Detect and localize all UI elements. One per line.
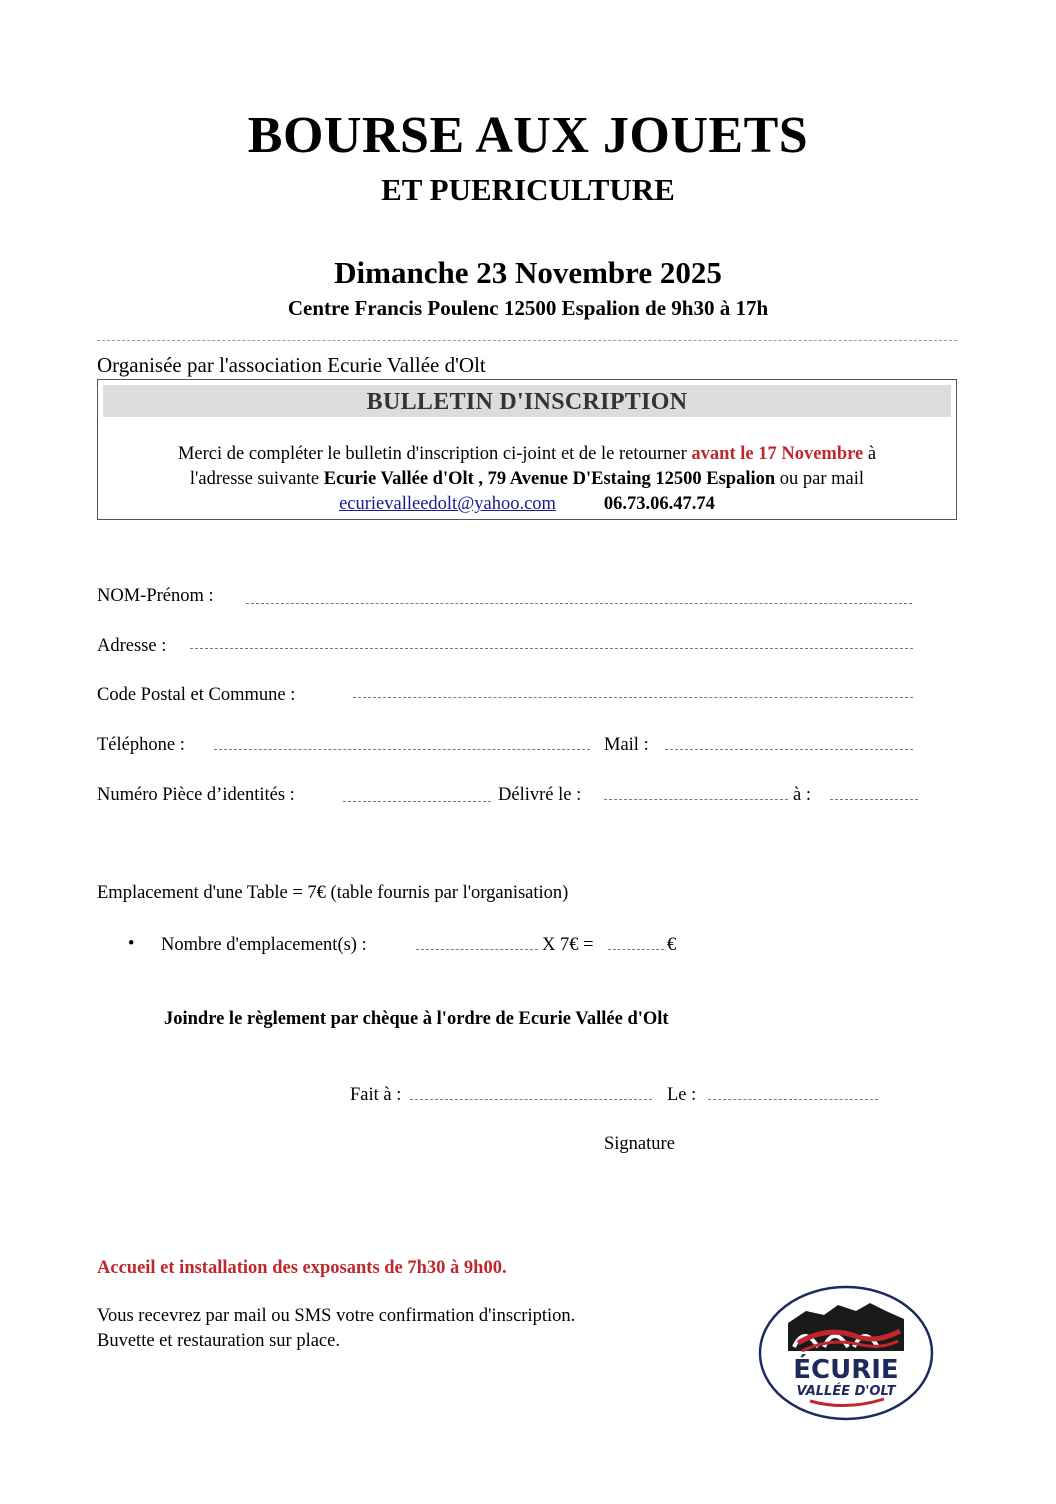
id-field[interactable]	[343, 801, 491, 802]
count-field[interactable]	[416, 949, 538, 950]
bullet-icon: •	[128, 934, 135, 954]
address-field[interactable]	[190, 648, 913, 649]
multiplier-text: X 7€ =	[542, 935, 594, 955]
email-link[interactable]: ecurievalleedolt@yahoo.com	[339, 494, 556, 514]
event-date: Dimanche 23 Novembre 2025	[334, 255, 722, 290]
currency-symbol: €	[667, 935, 677, 955]
mail-label: Mail :	[604, 735, 649, 755]
delivered-field[interactable]	[604, 799, 788, 800]
name-label: NOM-Prénom :	[97, 586, 214, 606]
event-venue: Centre Francis Poulenc 12500 Espalion de 9h30 à 17h	[287, 296, 769, 320]
count-label: Nombre d'emplacement(s) :	[161, 935, 367, 955]
payment-instruction: Joindre le règlement par chèque à l'ordre de Ecurie Vallée d'Olt	[164, 1009, 669, 1029]
bulletin-instructions	[103, 442, 951, 517]
phone-label: Téléphone :	[97, 735, 185, 755]
bulletin-box	[97, 379, 957, 520]
instruction-text: à	[863, 444, 877, 464]
phone-field[interactable]	[214, 749, 590, 750]
delivered-label: Délivré le :	[498, 785, 582, 805]
name-field[interactable]	[246, 603, 912, 604]
organizer-text: Organisée par l'association Ecurie Vallée d'Olt	[97, 353, 486, 377]
refreshments-text: Buvette et restauration sur place.	[97, 1331, 340, 1351]
header-divider	[97, 340, 957, 341]
confirmation-text: Vous recevrez par mail ou SMS votre confirmation d'inscription.	[97, 1306, 576, 1326]
page-title: BOURSE AUX JOUETS	[247, 107, 809, 164]
deadline-text: avant le 17 Novembre	[691, 444, 864, 464]
mail-field[interactable]	[665, 749, 913, 750]
sign-date-field[interactable]	[708, 1099, 878, 1100]
instruction-text: ou par mail	[775, 469, 865, 489]
instruction-text: Merci de compléter le bulletin d'inscription ci-joint et de le retourner	[177, 444, 692, 464]
total-field[interactable]	[608, 949, 664, 950]
at-field[interactable]	[830, 799, 918, 800]
contact-phone: 06.73.06.47.74	[603, 494, 715, 514]
sign-date-label: Le :	[667, 1085, 697, 1105]
signature-label: Signature	[604, 1134, 675, 1154]
id-label: Numéro Pièce d’identités :	[97, 785, 295, 805]
postal-field[interactable]	[353, 697, 913, 698]
logo-text-line2: VALLÉE D'OLT	[796, 1384, 896, 1399]
bulletin-title: BULLETIN D'INSCRIPTION	[103, 385, 951, 417]
return-address: Ecurie Vallée d'Olt , 79 Avenue D'Estaing 12500 Espalion	[323, 469, 776, 489]
logo-text-line1: ÉCURIE	[793, 1355, 899, 1385]
place-field[interactable]	[410, 1099, 652, 1100]
table-price-text: Emplacement d'une Table = 7€ (table fournis par l'organisation)	[97, 883, 569, 903]
at-label: à :	[793, 785, 811, 805]
page-subtitle: ET PUERICULTURE	[381, 172, 675, 207]
instruction-text: l'adresse suivante	[189, 469, 324, 489]
postal-label: Code Postal et Commune :	[97, 685, 296, 705]
place-label: Fait à :	[350, 1085, 402, 1105]
welcome-notice: Accueil et installation des exposants de 7h30 à 9h00.	[97, 1258, 507, 1278]
address-label: Adresse :	[97, 636, 167, 656]
ecurie-logo	[758, 1285, 934, 1421]
